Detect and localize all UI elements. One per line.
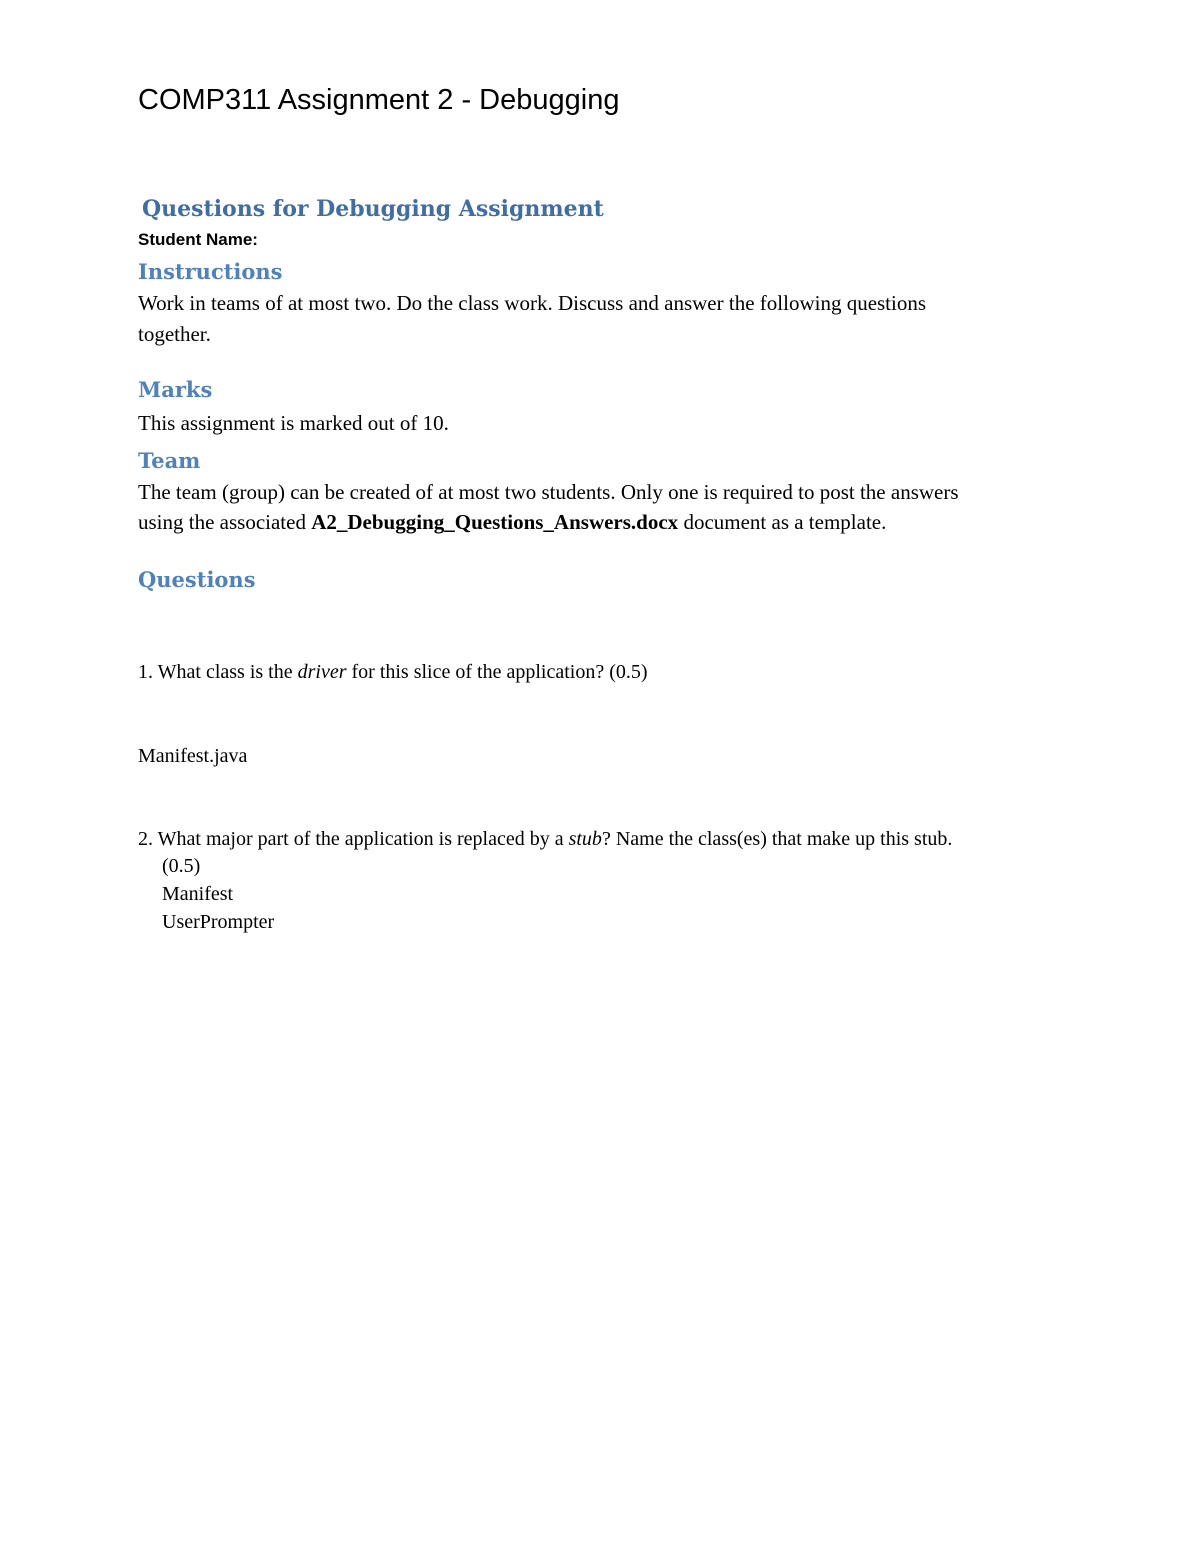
- team-line-2-tail: document as a template.: [678, 510, 887, 534]
- team-line-2-text: using the associated: [138, 510, 312, 534]
- student-name-label: Student Name:: [138, 230, 258, 249]
- question-2-answer-2: UserPrompter: [162, 911, 275, 933]
- instructions-line-2: together.: [138, 322, 211, 346]
- question-2-text: 2. What major part of the application is replaced by a: [138, 828, 569, 850]
- question-1: [138, 658, 648, 686]
- question-2-answer-1: Manifest: [162, 883, 234, 905]
- questions-heading: Questions: [138, 567, 256, 592]
- question-1-text: 1. What class is the: [138, 661, 298, 683]
- team-heading: Team: [138, 448, 201, 473]
- question-1-tail: for this slice of the application? (0.5): [346, 661, 648, 683]
- instructions-line-1: Work in teams of at most two. Do the class work. Discuss and answer the following questions: [138, 291, 927, 315]
- instructions-heading: Instructions: [138, 259, 283, 284]
- question-2-marks: (0.5): [162, 855, 201, 877]
- question-1-emphasis: driver: [297, 661, 347, 683]
- document-title: COMP311 Assignment 2 - Debugging: [138, 84, 620, 116]
- answers-template-filename: A2_Debugging_Questions_Answers.docx: [311, 510, 679, 534]
- team-line-1: The team (group) can be created of at most two students. Only one is required to post the answers: [138, 480, 959, 504]
- question-2: [138, 825, 952, 853]
- question-2-emphasis: stub: [568, 828, 602, 850]
- main-heading: Questions for Debugging Assignment: [142, 196, 604, 222]
- marks-text: This assignment is marked out of 10.: [138, 411, 449, 435]
- question-2-tail: ? Name the class(es) that make up this stub.: [601, 828, 953, 850]
- team-line-2: [138, 507, 886, 538]
- question-1-answer: Manifest.java: [138, 745, 248, 767]
- marks-heading: Marks: [138, 377, 213, 402]
